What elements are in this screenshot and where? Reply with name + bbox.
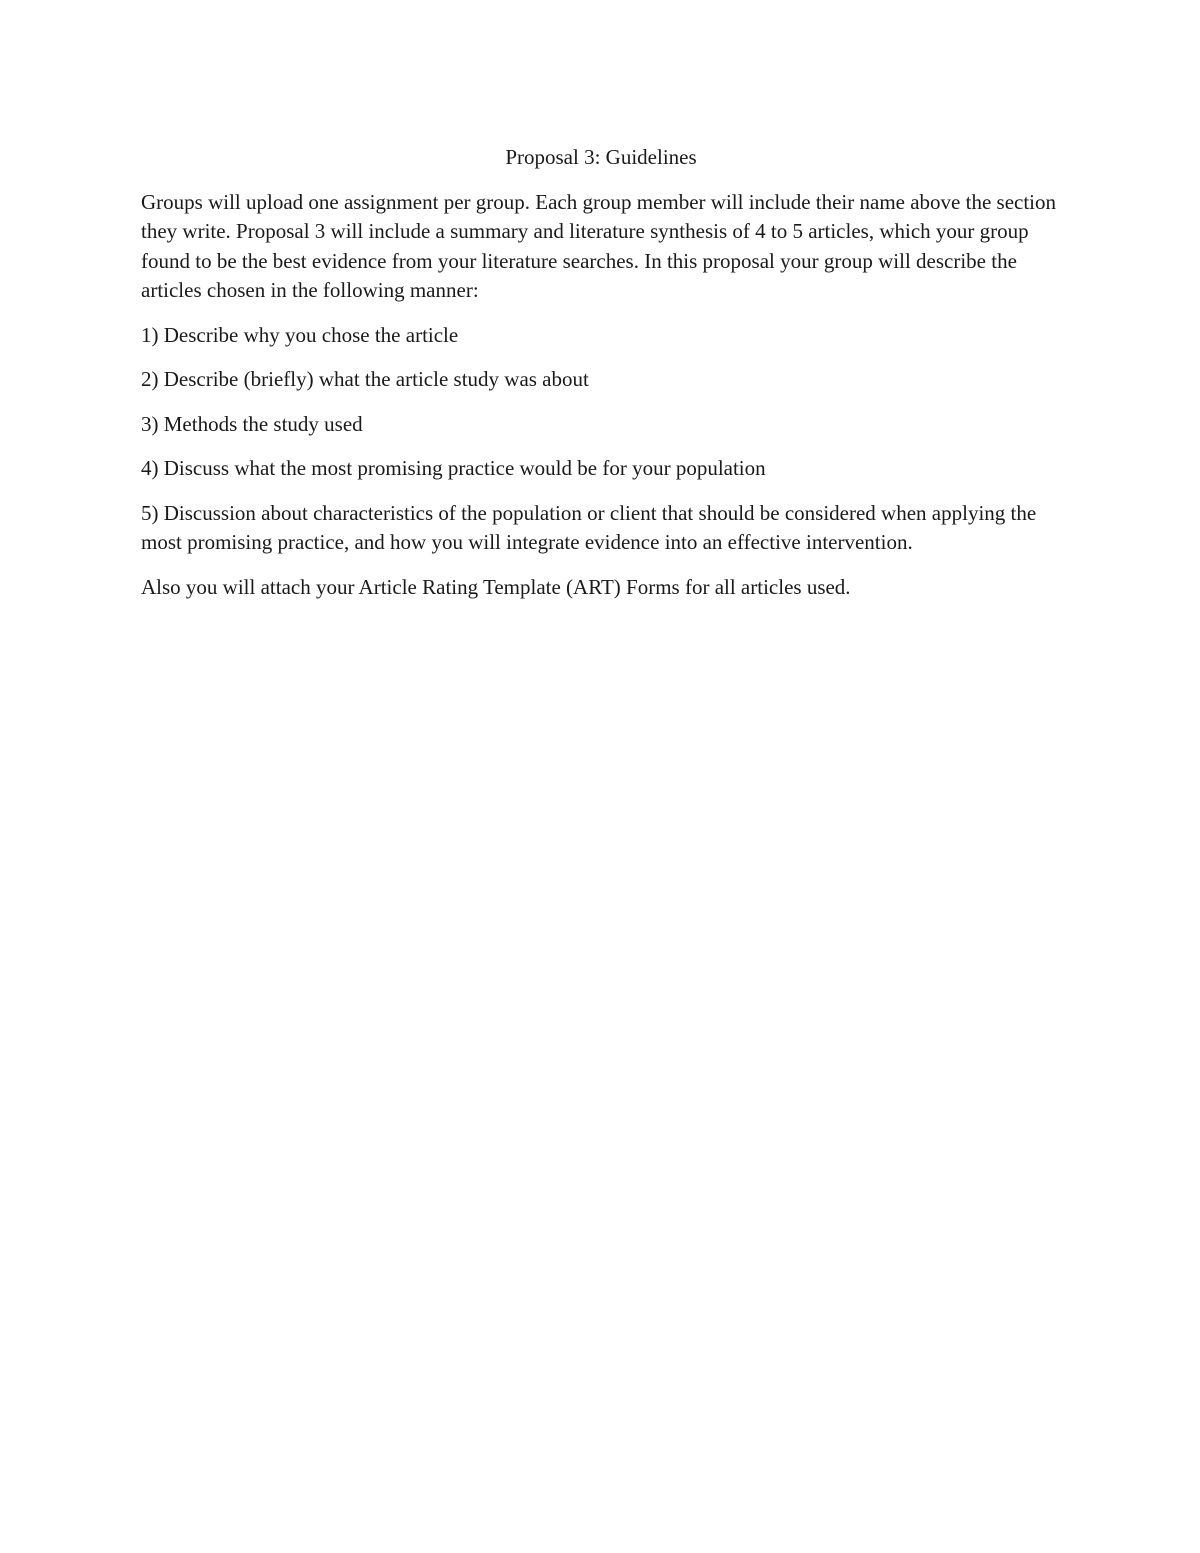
list-item: 2) Describe (briefly) what the article study was about: [141, 367, 589, 391]
list-item: 3) Methods the study used: [141, 411, 363, 436]
list-item: 4) Discuss what the most promising practice would be for your population: [141, 456, 766, 480]
list-item: 5) Discussion about characteristics of the population or client that should be considered when applying the most promising practice, and how you will integrate evidence into an effective intervention.: [141, 500, 1037, 554]
list-item: 1) Describe why you chose the article: [141, 322, 459, 347]
closing-paragraph: Also you will attach your Article Rating Template (ART) Forms for all articles used.: [141, 574, 851, 599]
document-body: [141, 143, 1061, 617]
document-title: Proposal 3: Guidelines: [505, 145, 697, 169]
intro-paragraph: Groups will upload one assignment per group. Each group member will include their name above the section they write. Proposal 3 will include a summary and literature synthesis of 4 to 5 articles, which your group found to be the best evidence from your literature searches. In this proposal your group will describe the articles chosen in the following manner:: [141, 189, 1057, 302]
